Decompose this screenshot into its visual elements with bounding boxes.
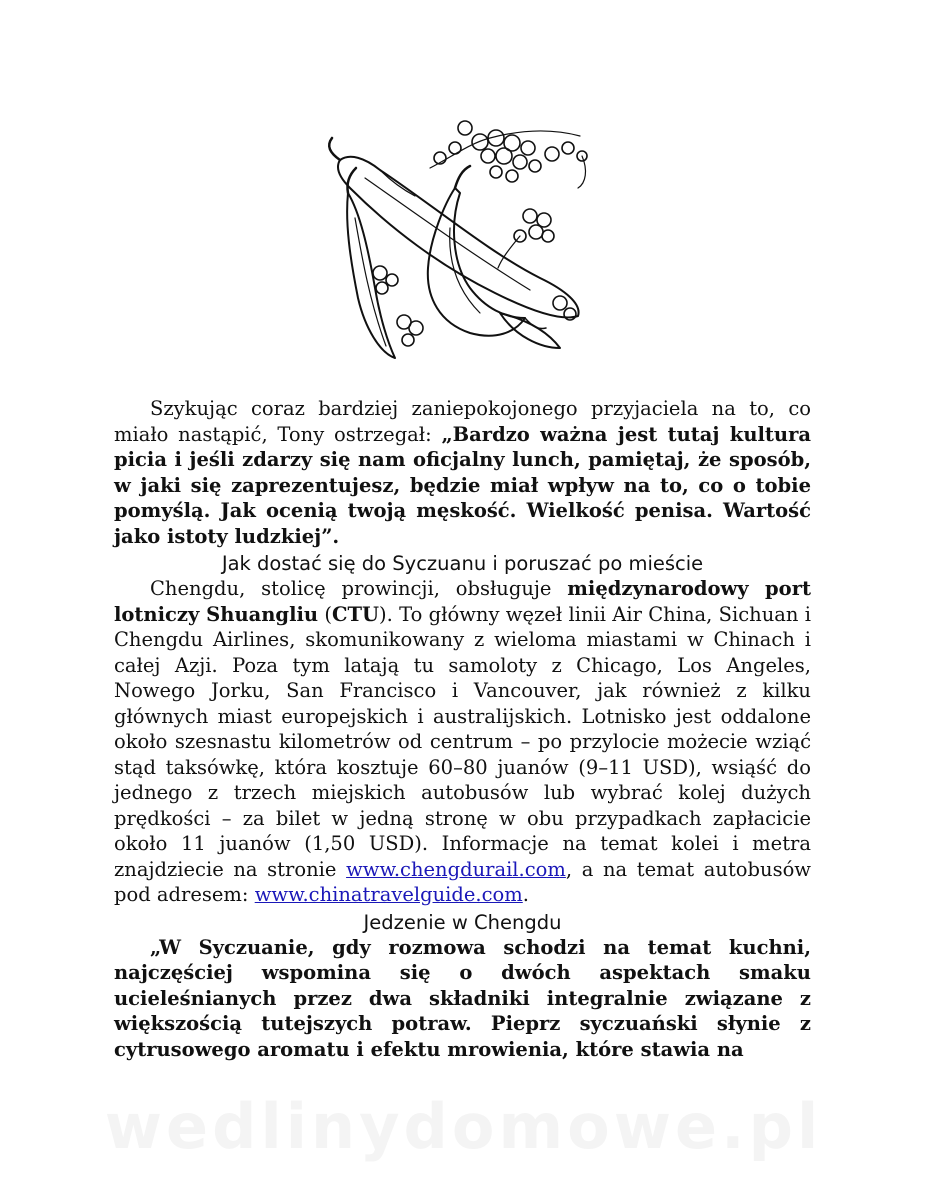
quote-bold-text: „Bardzo ważna jest tutaj kultura picia i jeśli zdarzy się nam oficjalny lunch, pamiętaj, że sposób, w jaki się zaprezentujesz, będzie miał wpływ na to, co o tobie pomyślą. Jak ocenią twoją męskość. Wielkość penisa. Wartość jako istoty ludzkiej”. <box>114 422 811 548</box>
airport-code-bold: CTU <box>331 602 380 626</box>
chili-peppers-illustration <box>320 108 610 378</box>
paragraph-food <box>114 935 811 1063</box>
transport-text-3: ). To główny węzeł linii Air China, Sichuan i Chengdu Airlines, skomunikowany z wieloma miastami w Chinach i całej Azji. Poza tym latają tu samoloty z Chicago, Los Angeles, Nowego Jorku, San Francisco i Vancouver, jak również z kilku głównych miast europejskich i australijskich. Lotnisko jest oddalone około szesnastu kilometrów od centrum – po przylocie możecie wziąć stąd taksówkę, która kosztuje 60–80 juanów (9–11 USD), wsiąść do jednego z trzech miejskich autobusów lub wybrać kolej dużych prędkości – za bilet w jedną stronę w obu przypadkach zapłacicie około 11 juanów (1,50 USD). Informacje na temat kolei i metra znajdziecie na stronie <box>114 602 811 881</box>
chinatravelguide-link[interactable]: www.chinatravelguide.com <box>254 883 523 906</box>
food-quote-bold: „W Syczuanie, gdy rozmowa schodzi na temat kuchni, najczęściej wspomina się o dwóch aspektach smaku ucieleśnianych przez dwa składniki integralnie związane z większością tutejszych potraw. Pieprz syczuański słynie z cytrusowego aromatu i efektu mrowienia, które stawia na <box>114 935 811 1061</box>
paragraph-tony-warning <box>114 396 811 549</box>
paragraph-intro-text: Szykując coraz bardziej zaniepokojonego przyjaciela na to, co miało nastąpić, Tony ostrzegał: <box>114 397 811 446</box>
transport-text-4: , a na temat autobusów pod adresem: <box>114 857 812 906</box>
section-heading-transport: Jak dostać się do Syczuanu i poruszać po mieście <box>221 552 704 575</box>
article-body <box>114 396 811 1062</box>
section-heading-food: Jedzenie w Chengdu <box>363 910 562 934</box>
transport-text-1: Chengdu, stolicę prowincji, obsługuje <box>150 577 568 600</box>
watermark-text: wedlinydomowe.pl <box>104 1090 823 1163</box>
airport-name-bold: międzynarodowy port lotniczy Shuangliu <box>114 577 811 626</box>
chengdurail-link[interactable]: www.chengdurail.com <box>346 857 566 881</box>
transport-text-2: ( <box>318 602 332 626</box>
paragraph-transport <box>114 576 811 908</box>
transport-text-5: . <box>522 883 529 906</box>
